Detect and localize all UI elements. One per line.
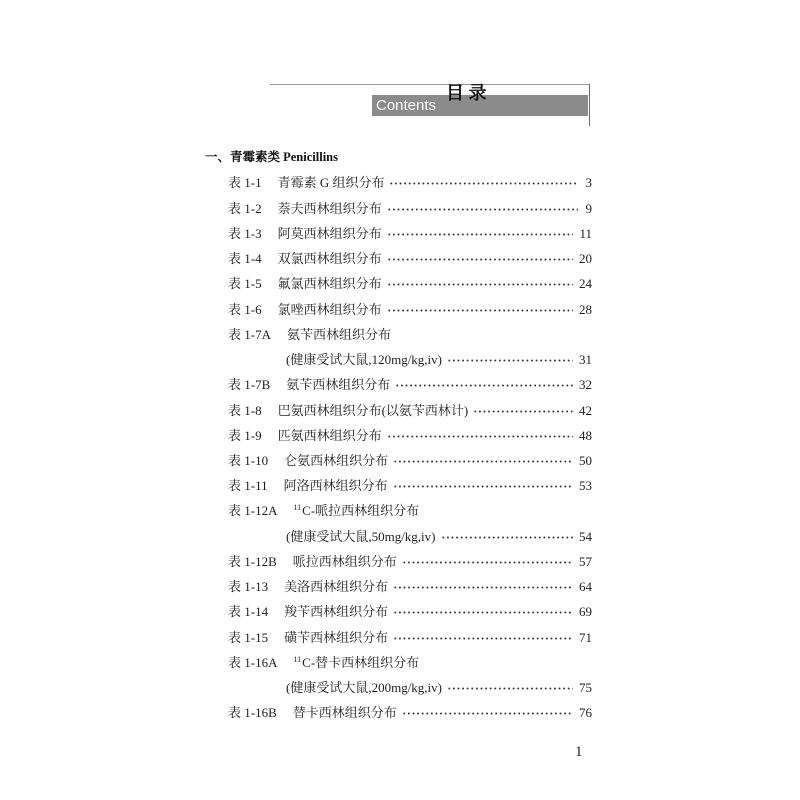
entry-page-number: 32: [579, 377, 592, 393]
isotope-superscript: 11: [293, 654, 302, 664]
dot-leader: [393, 448, 573, 473]
dot-leader: [447, 347, 573, 372]
entry-label: 表 1-9: [228, 427, 262, 443]
entry-page-number: 9: [585, 200, 592, 216]
toc-entry: [228, 271, 592, 296]
entry-label: 表 1-4: [228, 251, 262, 267]
toc-entry: [228, 170, 592, 195]
entry-page-number: 76: [579, 705, 592, 721]
toc-entry: [228, 246, 592, 271]
dot-leader: [389, 170, 578, 195]
entry-title: 氨苄西林组织分布: [286, 326, 391, 342]
entry-label: 表 1-6: [228, 301, 262, 317]
toc-entry: [228, 322, 592, 347]
dot-leader: [402, 549, 573, 574]
dot-leader: [387, 196, 578, 221]
header-top-rule: [270, 84, 590, 85]
entry-label: 表 1-12A: [228, 503, 278, 519]
dot-leader: [402, 700, 573, 725]
entry-page-number: 48: [579, 427, 592, 443]
toc-entry: [228, 297, 592, 322]
toc-entry: [228, 473, 592, 498]
dot-leader: [393, 625, 573, 650]
entry-page-number: 50: [579, 452, 592, 468]
entry-title-text: C-替卡西林组织分布: [302, 654, 420, 670]
entry-label: 表 1-1: [228, 175, 262, 191]
entry-title-text: C-哌拉西林组织分布: [302, 503, 420, 519]
toc-entry: [228, 423, 592, 448]
entry-label: 表 1-12B: [228, 553, 277, 569]
dot-leader: [387, 246, 573, 271]
toc-entry: [228, 574, 592, 599]
dot-leader: [447, 675, 573, 700]
entry-title: 氨苄西林组织分布: [286, 377, 391, 393]
toc-entry: [228, 498, 592, 523]
toc-entry: [228, 196, 592, 221]
entry-label: 表 1-7B: [228, 377, 271, 393]
entry-label: 表 1-5: [228, 276, 262, 292]
entry-title: 双氯西林组织分布: [277, 251, 382, 267]
entry-title: 磺苄西林组织分布: [284, 629, 389, 645]
toc-entry: [228, 221, 592, 246]
entry-title: 哌拉西林组织分布: [292, 553, 397, 569]
entry-label: 表 1-16A: [228, 654, 278, 670]
entry-label: 表 1-10: [228, 452, 269, 468]
dot-leader: [387, 297, 573, 322]
entry-page-number: 20: [579, 251, 592, 267]
toc-entry: [228, 372, 592, 397]
entry-label: 表 1-2: [228, 200, 262, 216]
entry-page-number: 71: [579, 629, 592, 645]
toc-entry: [228, 398, 592, 423]
contents-title-english: Contents: [376, 97, 437, 114]
entry-subtitle: (健康受试大鼠,120mg/kg,iv): [286, 352, 442, 368]
entry-page-number: 31: [579, 352, 592, 368]
entry-page-number: 24: [579, 276, 592, 292]
toc-entry: [228, 448, 592, 473]
toc-entry: [228, 549, 592, 574]
toc-entry-continuation: [228, 524, 592, 549]
dot-leader: [473, 398, 573, 423]
toc-entry: [228, 650, 592, 675]
entry-page-number: 28: [579, 301, 592, 317]
entry-page-number: 11: [579, 225, 592, 241]
dot-leader: [387, 423, 573, 448]
entry-page-number: 69: [579, 604, 592, 620]
table-of-contents: [228, 170, 592, 725]
entry-title: 羧苄西林组织分布: [284, 604, 389, 620]
entry-label: 表 1-8: [228, 402, 262, 418]
entry-label: 表 1-15: [228, 629, 269, 645]
dot-leader: [387, 271, 573, 296]
entry-title: 氟氯西林组织分布: [277, 276, 382, 292]
toc-entry-continuation: [228, 675, 592, 700]
page-number: 1: [575, 744, 583, 760]
entry-title: 青霉素 G 组织分布: [277, 175, 385, 191]
dot-leader: [393, 574, 573, 599]
entry-page-number: 53: [579, 478, 592, 494]
dot-leader: [387, 221, 574, 246]
entry-label: 表 1-3: [228, 225, 262, 241]
header-right-rule: [589, 84, 590, 126]
entry-title: 萘夫西林组织分布: [277, 200, 382, 216]
isotope-superscript: 11: [293, 503, 302, 513]
entry-title: [293, 650, 419, 675]
toc-entry: [228, 625, 592, 650]
entry-page-number: 64: [579, 579, 592, 595]
entry-subtitle: (健康受试大鼠,50mg/kg,iv): [286, 528, 436, 544]
toc-entry-continuation: [228, 347, 592, 372]
entry-label: 表 1-7A: [228, 326, 271, 342]
toc-entry: [228, 599, 592, 624]
dot-leader: [395, 372, 573, 397]
entry-label: 表 1-16B: [228, 705, 277, 721]
entry-title: 氯唑西林组织分布: [277, 301, 382, 317]
entry-label: 表 1-13: [228, 579, 269, 595]
entry-title: 仑氨西林组织分布: [284, 452, 389, 468]
toc-entry: [228, 700, 592, 725]
dot-leader: [393, 599, 573, 624]
dot-leader: [393, 473, 573, 498]
entry-subtitle: (健康受试大鼠,200mg/kg,iv): [286, 680, 442, 696]
entry-title: 美洛西林组织分布: [284, 579, 389, 595]
entry-page-number: 75: [579, 680, 592, 696]
entry-title: 替卡西林组织分布: [292, 705, 397, 721]
entry-title: 阿莫西林组织分布: [277, 225, 382, 241]
entry-title: 匹氨西林组织分布: [277, 427, 382, 443]
entry-title: [293, 498, 419, 523]
entry-page-number: 57: [579, 553, 592, 569]
entry-title: 巴氨西林组织分布(以氨苄西林计): [277, 402, 469, 418]
section-heading: 一、青霉素类 Penicillins: [205, 150, 338, 164]
contents-title-chinese: 目 录: [446, 83, 487, 103]
entry-page-number: 3: [585, 175, 592, 191]
entry-page-number: 42: [579, 402, 592, 418]
entry-page-number: 54: [579, 528, 592, 544]
entry-label: 表 1-14: [228, 604, 269, 620]
dot-leader: [441, 524, 574, 549]
entry-title: 阿洛西林组织分布: [283, 478, 388, 494]
entry-label: 表 1-11: [228, 478, 268, 494]
